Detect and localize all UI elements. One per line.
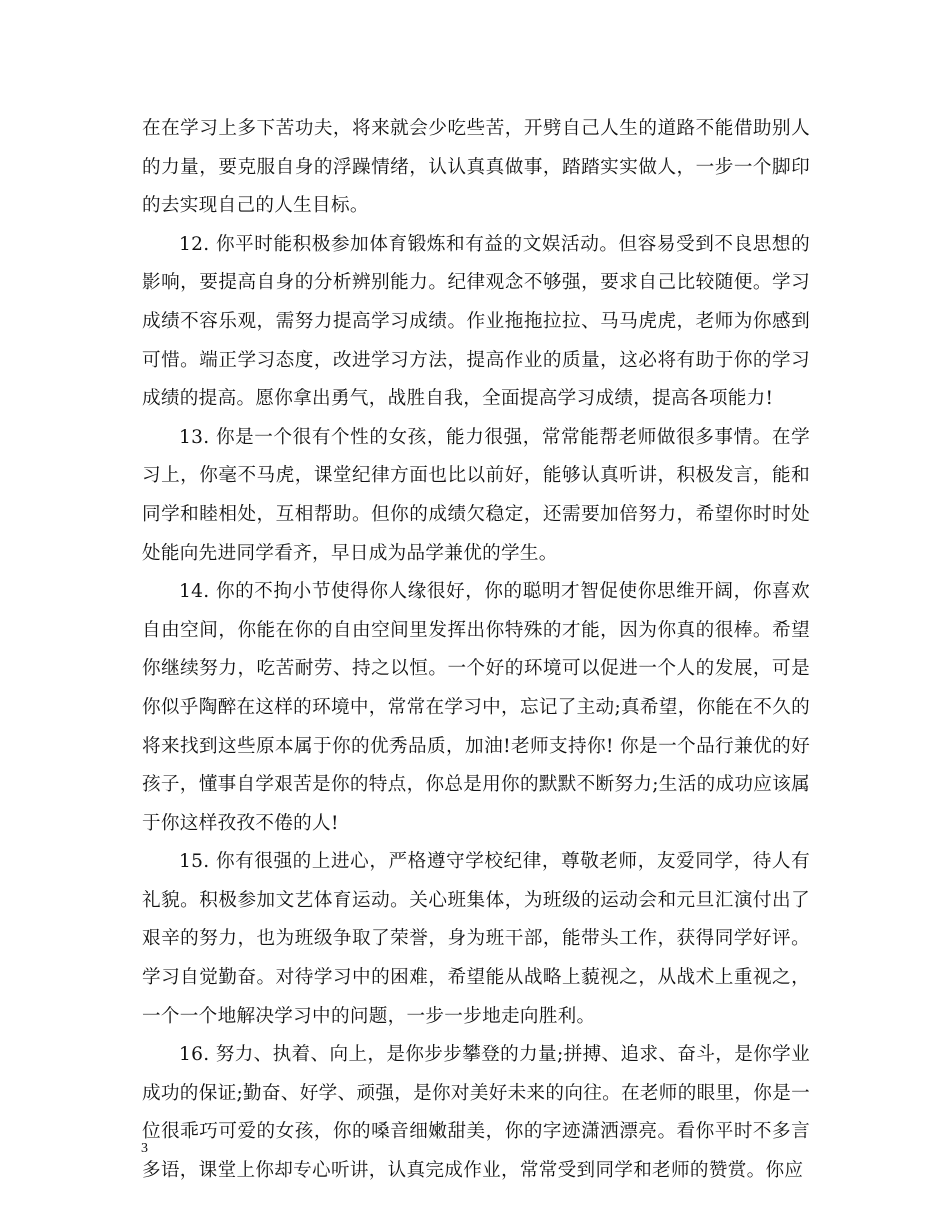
paragraph-continuation: 在在学习上多下苦功夫，将来就会少吃些苦，开劈自己人生的道路不能借助别人的力量，要克服自身的浮躁情绪，认认真真做事，踏踏实实做人，一步一个脚印的去实现自己的人生目标。: [142, 118, 810, 217]
paragraph-item-14: 14. 你的不拘小节使得你人缘很好，你的聪明才智促使你思维开阔，你喜欢自由空间，你能在你的自由空间里发挥出你特殊的才能，因为你真的很棒。希望你继续努力，吃苦耐劳、持之以恒。一个好的环境可以促进一个人的发展，可是你似乎陶醉在这样的环境中，常常在学习中，忘记了主动;真希望，你能在不久的将来找到这些原本属于你的优秀品质，加油!老师支持你! 你是一个品行兼优的好孩子，懂事自学艰苦是你的特点，你总是用你的默默不断努力;生活的成功应该属于你这样孜孜不倦的人!: [142, 581, 810, 834]
paragraph-item-15: 15. 你有很强的上进心，严格遵守学校纪律，尊敬老师，友爱同学，待人有礼貌。积极参加文艺体育运动。关心班集体，为班级的运动会和元旦汇演付出了艰辛的努力，也为班级争取了荣誉，身为班干部，能带头工作，获得同学好评。学习自觉勤奋。对待学习中的困难，希望能从战略上藐视之，从战术上重视之，一个一个地解决学习中的问题，一步一步地走向胜利。: [142, 851, 810, 1027]
page-number: 3: [141, 1141, 148, 1156]
paragraph-item-16: 16. 努力、执着、向上，是你步步攀登的力量;拼搏、追求、奋斗，是你学业成功的保证;勤奋、好学、顽强，是你对美好未来的向往。在老师的眼里，你是一位很乖巧可爱的女孩，你的嗓音细嫩甜美，你的字迹潇洒漂亮。看你平时不多言多语，课堂上你却专心听讲，认真完成作业，常常受到同学和老师的赞赏。你应: [142, 1044, 810, 1182]
document-body: [142, 110, 810, 1191]
paragraph-item-13: 13. 你是一个很有个性的女孩，能力很强，常常能帮老师做很多事情。在学习上，你毫不马虎，课堂纪律方面也比以前好，能够认真听讲，积极发言，能和同学和睦相处，互相帮助。但你的成绩欠稳定，还需要加倍努力，希望你时时处处能向先进同学看齐，早日成为品学兼优的学生。: [142, 426, 810, 564]
paragraph-item-12: 12. 你平时能积极参加体育锻炼和有益的文娱活动。但容易受到不良思想的影响，要提高自身的分析辨别能力。纪律观念不够强，要求自己比较随便。学习成绩不容乐观，需努力提高学习成绩。作业拖拖拉拉、马马虎虎，老师为你感到可惜。端正学习态度，改进学习方法，提高作业的质量，这必将有助于你的学习成绩的提高。愿你拿出勇气，战胜自我，全面提高学习成绩，提高各项能力!: [142, 233, 810, 410]
